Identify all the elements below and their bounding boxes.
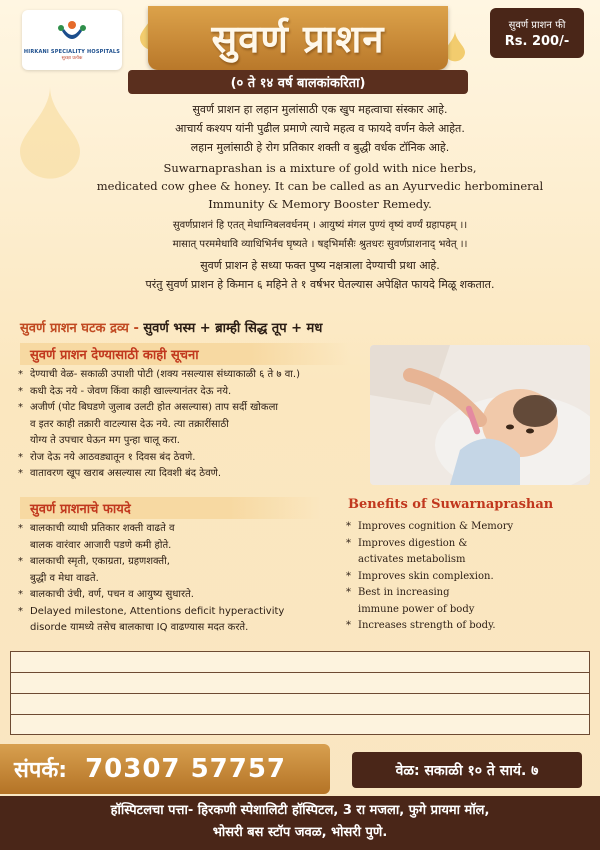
list-item: * कधी देऊ नये - जेवण किंवा काही खाल्ल्यानंतर देऊ नये. [18, 384, 368, 401]
ingredients-value: सुवर्ण भस्म + ब्राम्ही सिद्ध तूप + मध [143, 321, 323, 336]
ruled-line [11, 714, 589, 715]
intro-line: सुवर्ण प्राशन हे सध्या फक्त पुष्य नक्षत्राला देण्याची प्रथा आहे. [200, 259, 440, 272]
list-item: * देण्याची वेळ- सकाळी उपाशी पोटी (शक्य नसल्यास संध्याकाळी ६ ते ७ वा.) [18, 367, 368, 384]
instructions-heading: सुवर्ण प्राशन देण्यासाठी काही सूचना [20, 343, 350, 365]
family-icon [54, 19, 90, 47]
intro-line: सुवर्ण प्राशन हा लहान मुलांसाठी एक खुप महत्वाचा संस्कार आहे. [192, 103, 448, 116]
page-title: सुवर्ण प्राशन [211, 17, 385, 61]
intro-english-line: Suwarnaprashan is a mixture of gold with nice herbs, [163, 161, 477, 175]
baby-illustration [370, 345, 590, 485]
list-item-continued: बुद्धी व मेधा वाढते. [30, 572, 99, 584]
fee-box [490, 8, 584, 58]
list-item: * Improves digestion & [346, 536, 586, 553]
list-item: * Delayed milestone, Attentions deficit hyperactivity [18, 604, 338, 621]
address-footer [0, 796, 600, 850]
list-item: * Increases strength of body. [346, 618, 586, 635]
list-item-continued: activates metabolism [358, 554, 466, 565]
ruled-line [11, 672, 589, 673]
list-item: * बालकाची उंची, वर्ण, पचन व आयुष्य सुधारते. [18, 587, 338, 604]
ingredients-label: सुवर्ण प्राशन घटक द्रव्य - [20, 321, 139, 336]
fee-label: सुवर्ण प्राशन फी [508, 20, 566, 31]
contact-label: संपर्क: [14, 758, 68, 783]
title-banner [148, 6, 448, 70]
intro-line: आचार्य कश्यप यांनी पुढील प्रमाणे त्याचे महत्व व फायदे वर्णन केले आहेत. [175, 122, 465, 135]
fee-value: Rs. 200/- [504, 34, 570, 49]
subtitle-bar: (० ते १४ वर्ष बालकांकरिता) [128, 70, 468, 94]
address-line: हॉस्पिटलचा पत्ता- हिरकणी स्पेशालिटी हॉस्पिटल, 3 रा मजला, फुगे प्रायमा मॉल, [110, 803, 490, 818]
contact-bar [0, 744, 330, 794]
ingredients-line [20, 318, 580, 336]
intro-line: लहान मुलांसाठी हे रोग प्रतिकार शक्ती व बुद्धी वर्धक टॉनिक आहे. [190, 141, 450, 154]
list-item-continued: योग्य ते उपचार घेऊन मग पुन्हा चालू करा. [30, 435, 180, 446]
list-item-continued: व इतर काही तक्रारी वाटल्यास देऊ नये. त्या तक्रारींसाठी [30, 418, 229, 430]
sanskrit-shloka: मासात् परममेधावि व्याधिभिर्नच घृष्यते । षड्भिर्मासैः श्रुतधरः सुवर्णप्राशनाद् भवेत् ।। [172, 239, 468, 250]
intro-text [60, 100, 580, 294]
logo-tagline: सुरक्षा प्रत्येक [61, 56, 83, 61]
baby-photo [370, 345, 590, 485]
list-item-continued: immune power of body [358, 603, 475, 615]
list-item-continued: disorde यामध्ये तसेच बालकाचा IQ वाढण्यास मदत करते. [30, 622, 249, 633]
intro-english-line: medicated cow ghee & honey. It can be called as an Ayurvedic herbomineral [96, 179, 544, 193]
list-item: * Improves cognition & Memory [346, 519, 586, 536]
intro-line: परंतु सुवर्ण प्राशन हे किमान ६ महिने ते १ वर्षभर घेतल्यास अपेक्षित फायदे मिळू शकतात. [145, 278, 495, 291]
benefits-en-list [346, 519, 586, 635]
list-item: * Improves skin complexion. [346, 569, 586, 586]
instructions-list [18, 367, 368, 483]
logo-name: HIRKANI SPECIALITY HOSPITALS [23, 49, 121, 55]
phone-number[interactable]: 70307 57757 [85, 754, 287, 784]
sanskrit-shloka: सुवर्णप्राशनं हि एतत् मेधाग्निबलवर्धनम् । आयुष्यं मंगल पुण्यं वृष्यं वर्ण्यं ग्रहापहम् ।। [172, 220, 468, 231]
benefits-en-heading: Benefits of Suwarnaprashan [348, 497, 554, 512]
intro-english-line: Immunity & Memory Booster Remedy. [208, 197, 432, 211]
list-item: * बालकाची व्याधी प्रतिकार शक्ती वाढते व [18, 521, 338, 538]
benefits-mr-list [18, 521, 338, 637]
ruled-line [11, 693, 589, 694]
blank-ruled-box [10, 651, 590, 735]
address-line: भोसरी बस स्टॉप जवळ, भोसरी पुणे. [212, 825, 388, 840]
list-item: * रोज देऊ नये आठवड्यातून १ दिवस बंद ठेवणे. [18, 450, 368, 467]
list-item: * अजीर्ण (पोट बिघडणे जुलाब उलटी होत असल्यास) ताप सर्दी खोकला [18, 400, 368, 417]
list-item: * Best in increasing [346, 585, 586, 602]
hospital-logo [22, 10, 122, 70]
list-item: * वातावरण खूप खराब असल्यास त्या दिवशी बंद ठेवणे. [18, 466, 368, 483]
ghee-drop-icon [445, 30, 465, 62]
timing-box: वेळ: सकाळी १० ते सायं. ७ [352, 752, 582, 788]
list-item: * बालकाची स्मृती, एकाग्रता, ग्रहणशक्ती, [18, 554, 338, 571]
benefits-mr-heading: सुवर्ण प्राशनाचे फायदे [20, 497, 320, 519]
list-item-continued: बालक वारंवार आजारी पडणे कमी होते. [30, 539, 172, 551]
